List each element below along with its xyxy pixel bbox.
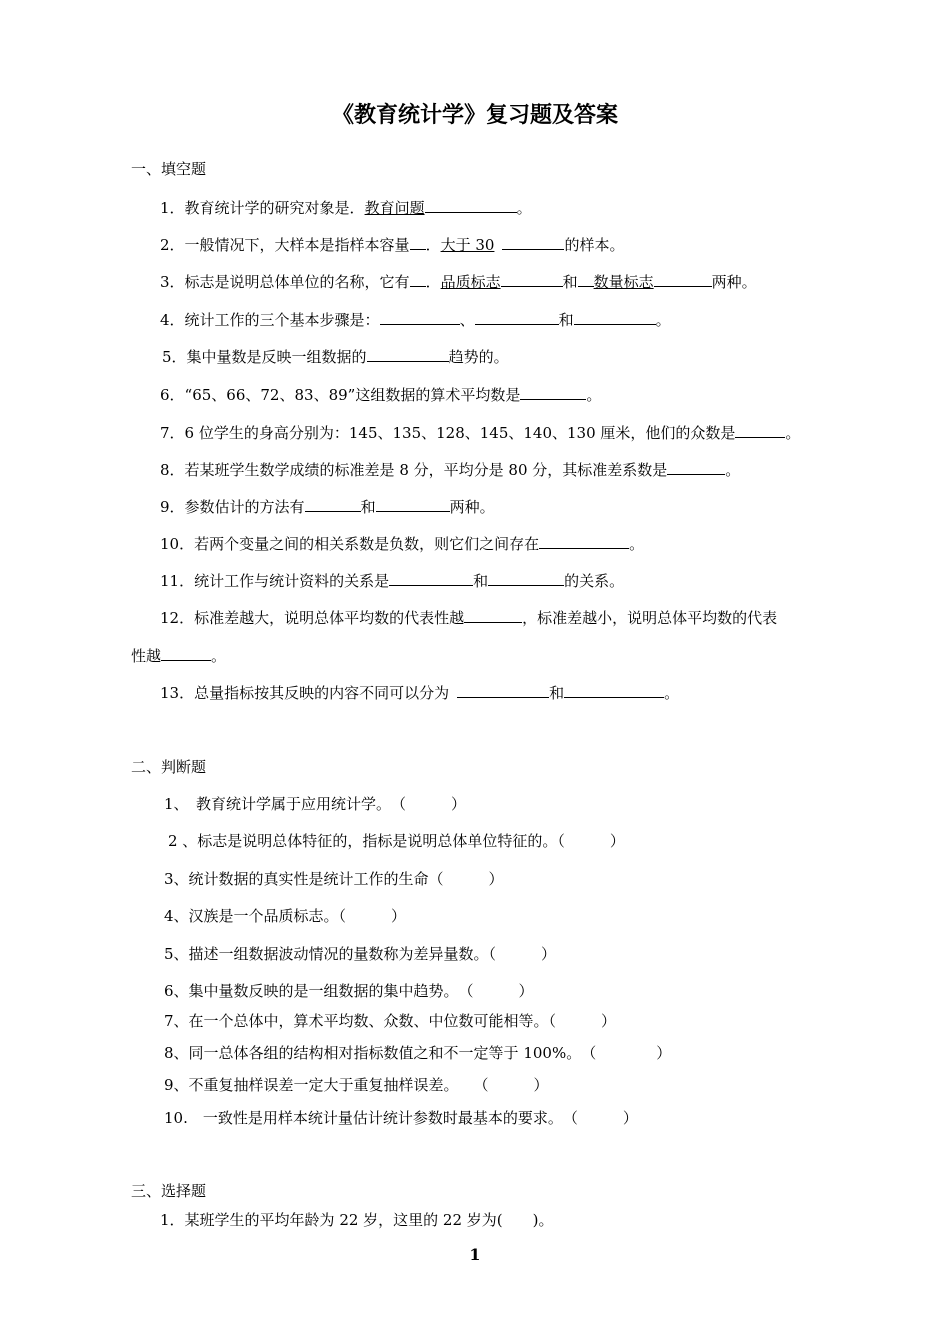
judgment-item: 9、不重复抽样误差一定大于重复抽样误差。 （ ） [164, 1076, 549, 1094]
question-13: 13．总量指标按其反映的内容不同可以分为 和 。 [160, 684, 680, 702]
judgment-item: 7、在一个总体中，算术平均数、众数、中位数可能相等。（ ） [164, 1012, 617, 1030]
section-heading-true-false: 二、判断题 [131, 758, 207, 776]
page-number: 1 [469, 1245, 481, 1264]
question-6: 6．“65、66、72、83、89”这组数据的算术平均数是 。 [160, 386, 602, 404]
judgment-item: 10. 一致性是用样本统计量估计统计参数时最基本的要求。 （ ） [164, 1109, 638, 1127]
judgment-item: 8、同一总体各组的结构相对指标数值之和不一定等于 100%。 （ ） [164, 1044, 672, 1062]
question-7: 7．6 位学生的身高分别为：145、135、128、145、140、130 厘米，他们的众数是 。 [160, 424, 801, 442]
judgment-item: 3、统计数据的真实性是统计工作的生命（ ） [164, 870, 504, 888]
question-4: 4．统计工作的三个基本步骤是： 、 和 。 [160, 311, 671, 329]
judgment-item: 1、 教育统计学属于应用统计学。 （ ） [164, 795, 467, 813]
judgment-item: 6、集中量数反映的是一组数据的集中趋势。 （ ） [164, 982, 534, 1000]
judgment-item: 4、汉族是一个品质标志。（ ） [164, 907, 407, 925]
question-2: 2．一般情况下，大样本是指样本容量 ．大于 30 的样本。 [160, 236, 625, 254]
section-heading-multiple-choice: 三、选择题 [131, 1182, 207, 1200]
question-12-continued: 性越 。 [131, 647, 227, 665]
question-8: 8．若某班学生数学成绩的标准差是 8 分，平均分是 80 分，其标准差系数是 。 [160, 461, 741, 479]
question-11: 11．统计工作与统计资料的关系是 和 的关系。 [160, 572, 625, 590]
judgment-item: 5、描述一组数据波动情况的量数称为差异量数。（ ） [164, 945, 557, 963]
question-12: 12．标准差越大，说明总体平均数的代表性越 ，标准差越小，说明总体平均数的代表 [160, 609, 778, 627]
question-10: 10．若两个变量之间的相关系数是负数，则它们之间存在 。 [160, 535, 645, 553]
question-9: 9．参数估计的方法有 和 两种。 [160, 498, 495, 516]
document-title: 《教育统计学》复习题及答案 [331, 103, 618, 128]
question-3: 3．标志是说明总体单位的名称，它有 ．品质标志 和 数量标志 两种。 [160, 273, 757, 291]
choice-question-1: 1．某班学生的平均年龄为 22 岁，这里的 22 岁为( )。 [160, 1211, 554, 1229]
judgment-item: 2 、标志是说明总体特征的，指标是说明总体单位特征的。（ ） [168, 832, 625, 850]
question-1: 1．教育统计学的研究对象是．教育问题 。 [160, 199, 532, 217]
section-heading-fill-in: 一、填空题 [131, 160, 207, 178]
question-5: 5．集中量数是反映一组数据的 趋势的。 [162, 348, 509, 366]
